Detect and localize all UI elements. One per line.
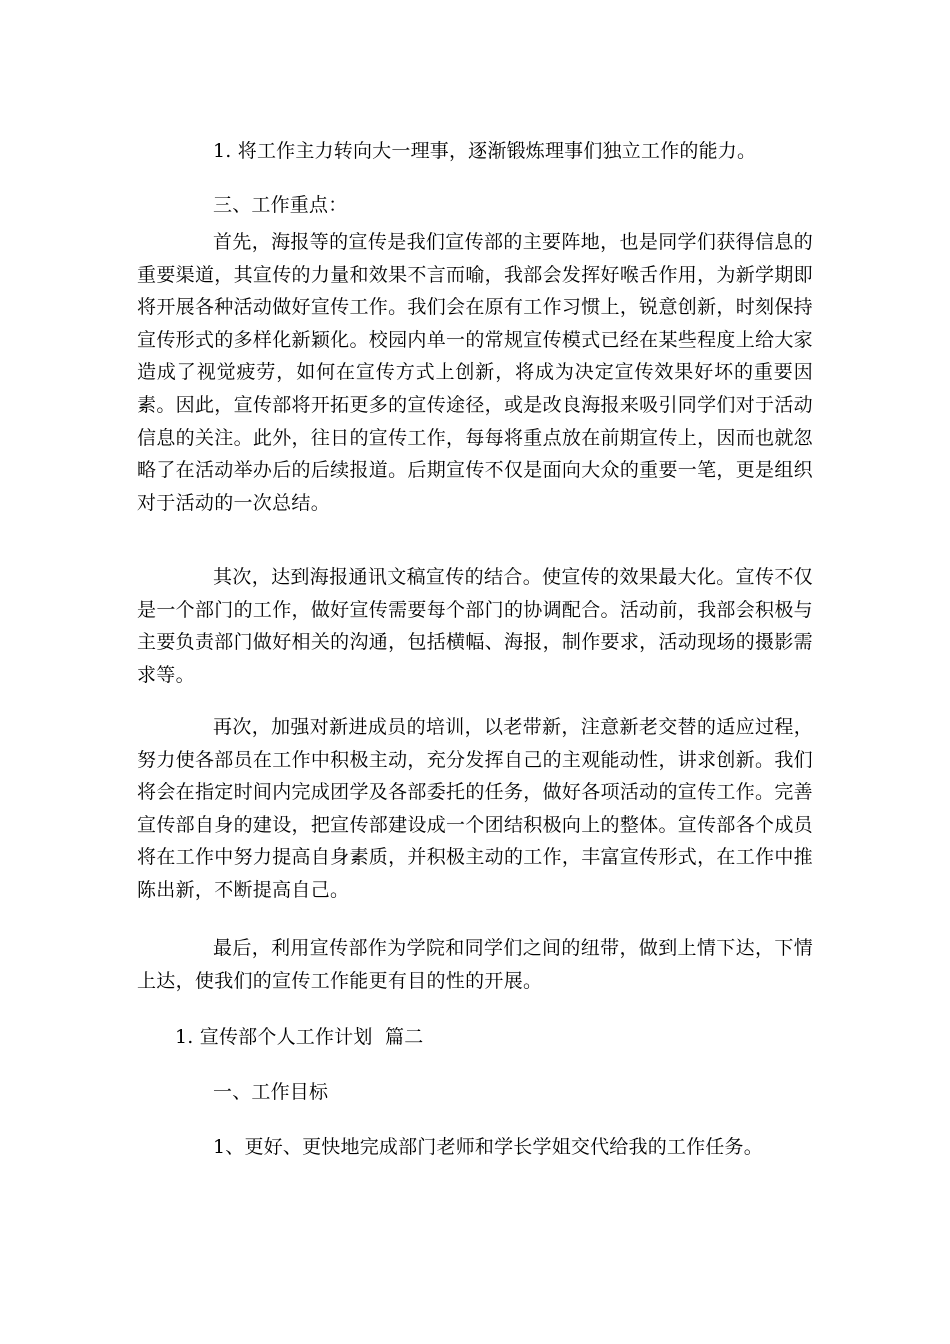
paragraph-second: 其次，达到海报通讯文稿宣传的结合。使宣传的效果最大化。宣传不仅是一个部门的工作，做好宣传需要每个部门的协调配合。活动前，我部会积极与主要负责部门做好相关的沟通，包括横幅、海报，制作要求，活动现场的摄影需求等。 [137,566,813,686]
section-title-plan-two: 1. 宣传部个人工作计划 篇二 [175,1026,424,1048]
paragraph-last: 最后，利用宣传部作为学院和同学们之间的纽带，做到上情下达，下情上达，使我们的宣传工作能更有目的性的开展。 [137,937,813,992]
paragraph-third: 再次，加强对新进成员的培训，以老带新，注意新老交替的适应过程，努力使各部员在工作中积极主动，充分发挥自己的主观能动性，讲求创新。我们将会在指定时间内完成团学及各部委托的任务，做好各项活动的宣传工作。完善宣传部自身的建设，把宣传部建设成一个团结积极向上的整体。宣传部各个成员将在工作中努力提高自身素质，并积极主动的工作，丰富宣传形式，在工作中推陈出新，不断提高自己。 [137,716,813,901]
list-item-transfer-work: 1. 将工作主力转向大一理事，逐渐锻炼理事们独立工作的能力。 [213,140,757,162]
list-item-goal-1: 1、更好、更快地完成部门老师和学长学姐交代给我的工作任务。 [213,1136,763,1158]
heading-work-focus: 三、工作重点： [213,194,348,216]
heading-work-goal: 一、工作目标 [213,1081,329,1103]
paragraph-first: 首先，海报等的宣传是我们宣传部的主要阵地，也是同学们获得信息的重要渠道，其宣传的力量和效果不言而喻，我部会发挥好喉舌作用，为新学期即将开展各种活动做好宣传工作。我们会在原有工作习惯上，锐意创新，时刻保持宣传形式的多样化新颖化。校园内单一的常规宣传模式已经在某些程度上给大家造成了视觉疲劳，如何在宣传方式上创新，将成为决定宣传效果好坏的重要因素。因此，宣传部将开拓更多的宣传途径，或是改良海报来吸引同学们对于活动信息的关注。此外，往日的宣传工作，每每将重点放在前期宣传上，因而也就忽略了在活动举办后的后续报道。后期宣传不仅是面向大众的重要一笔，更是组织对于活动的一次总结。 [137,231,813,514]
